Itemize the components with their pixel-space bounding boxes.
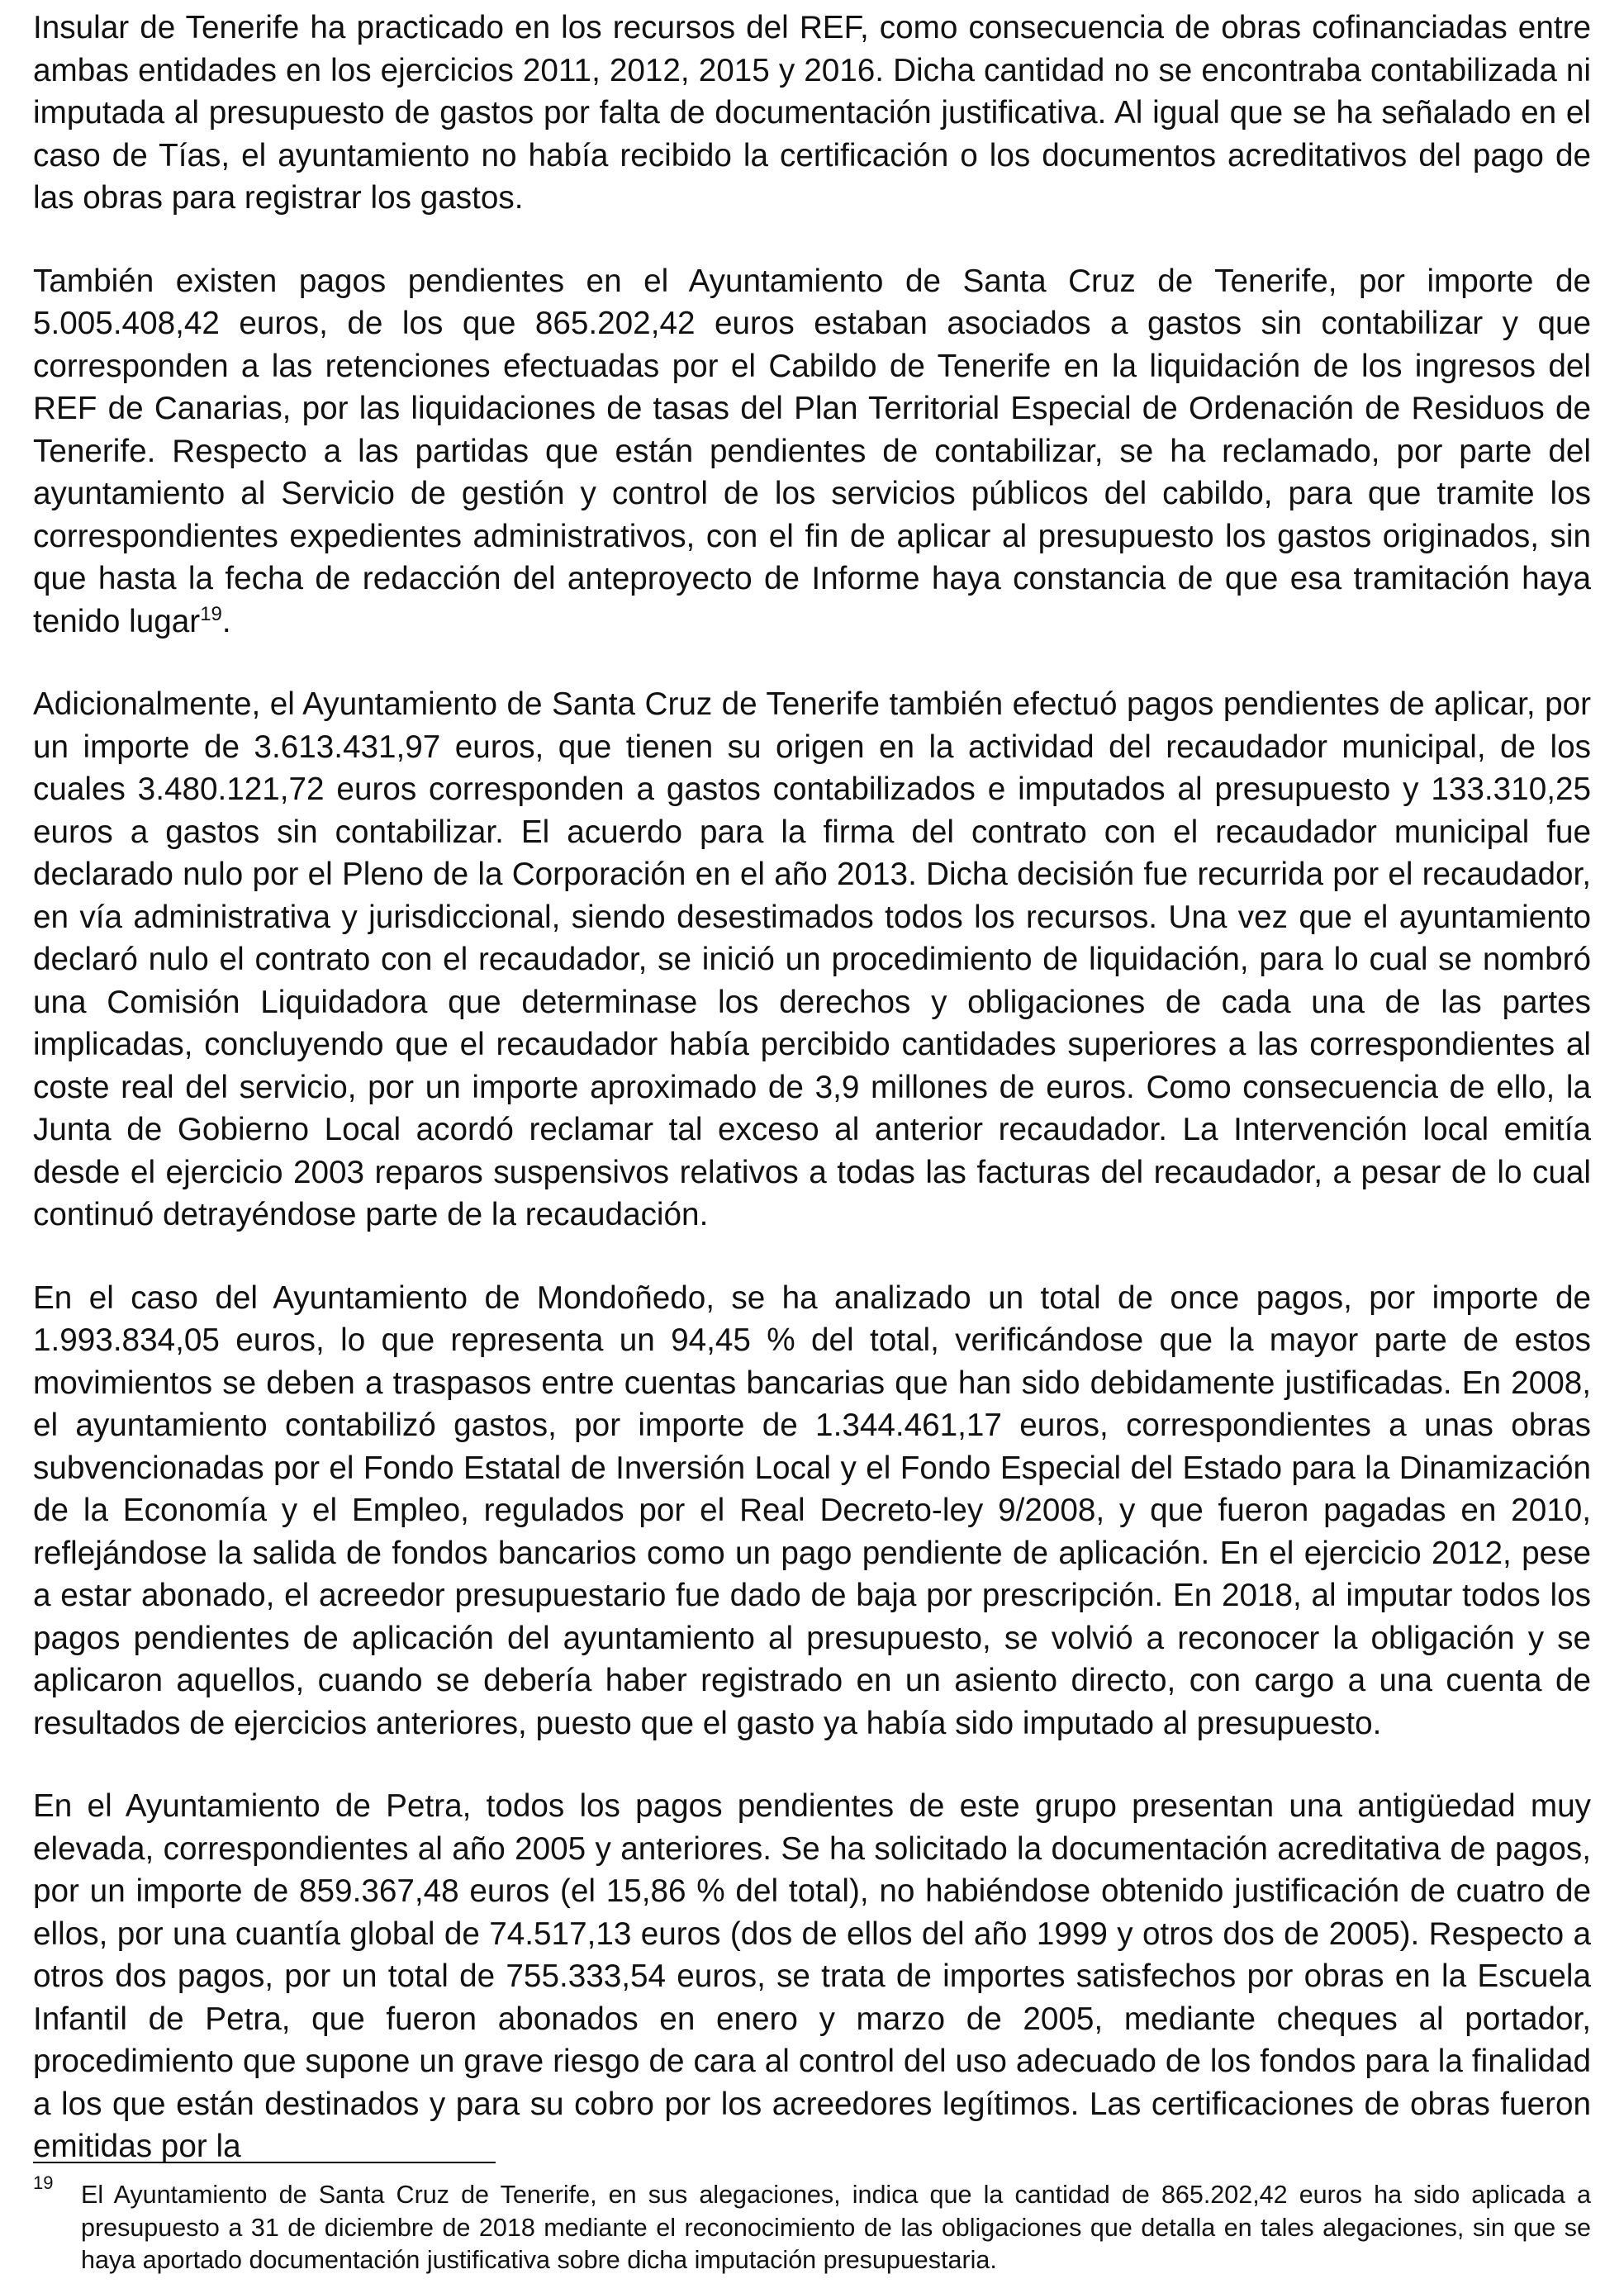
paragraph-text: Adicionalmente, el Ayuntamiento de Santa Cruz de Tenerife también efectuó pagos pendientes de aplicar, por un importe de 3.613.431,97 euros, que tienen su origen en la actividad del recaudador municipal, de los cuales 3.480.121,72 euros corresponden a gastos contabilizados e imputados al presupuesto y 133.310,25 euros a gastos sin contabilizar. El acuerdo para la firma del contrato con el recaudador municipal fue declarado nulo por el Pleno de la Corporación en el año 2013. Dicha decisión fue recurrida por el recaudador, en vía administrativa y jurisdiccional, siendo desestimados todos los recursos. Una vez que el ayuntamiento declaró nulo el contrato con el recaudador, se inició un procedimiento de liquidación, para lo cual se nombró una Comisión Liquidadora que determinase los derechos y obligaciones de cada una de las partes implicadas, concluyendo que el recaudador había percibido cantidades superiores a las correspondientes al coste real del servicio, por un importe aproximado de 3,9 millones de euros. Como consecuencia de ello, la Junta de Gobierno Local acordó reclamar tal exceso al anterior recaudador. La Intervención local emitía desde el ejercicio 2003 reparos suspensivos relativos a todas las facturas del recaudador, a pesar de lo cual continuó detrayéndose parte de la recaudación. [33, 686, 1591, 1232]
paragraph-text: También existen pagos pendientes en el Ayuntamiento de Santa Cruz de Tenerife, por importe de 5.005.408,42 euros, de los que 865.202,42 euros estaban asociados a gastos sin contabilizar y que corresponden a las retenciones efectuadas por el Cabildo de Tenerife en la liquidación de los ingresos del REF de Canarias, por las liquidaciones de tasas del Plan Territorial Especial de Ordenación de Residuos de Tenerife. Respecto a las partidas que están pendientes de contabilizar, se ha reclamado, por parte del ayuntamiento al Servicio de gestión y control de los servicios públicos del cabildo, para que tramite los correspondientes expedientes administrativos, con el fin de aplicar al presupuesto los gastos originados, sin que hasta la fecha de redacción del anteproyecto de Informe haya constancia de que esa tramitación haya tenido lugar [33, 263, 1591, 639]
footnote-number: 19 [33, 2172, 54, 2193]
paragraph-tenerife-ref [33, 7, 1591, 220]
paragraph-text: En el Ayuntamiento de Petra, todos los pagos pendientes de este grupo presentan una antigüedad muy elevada, correspondientes al año 2005 y anteriores. Se ha solicitado la documentación acreditativa de pagos, por un importe de 859.367,48 euros (el 15,86 % del total), no habiéndose obtenido justificación de cuatro de ellos, por una cuantía global de 74.517,13 euros (dos de ellos del año 1999 y otros dos de 2005). Respecto a otros dos pagos, por un total de 755.333,54 euros, se trata de importes satisfechos por obras en la Escuela Infantil de Petra, que fueron abonados en enero y marzo de 2005, mediante cheques al portador, procedimiento que supone un grave riesgo de cara al control del uso adecuado de los fondos para la finalidad a los que están destinados y para su cobro por los acreedores legítimos. Las certificaciones de obras fueron emitidas por la [33, 1788, 1591, 2164]
paragraph-mondonedo [33, 1277, 1591, 1745]
paragraph-santa-cruz-recaudador [33, 683, 1591, 1237]
footnote [33, 2172, 1591, 2277]
paragraph-text: Insular de Tenerife ha practicado en los recursos del REF, como consecuencia de obras cofinanciadas entre ambas entidades en los ejercicios 2011, 2012, 2015 y 2016. Dicha cantidad no se encontraba contabilizada ni imputada al presupuesto de gastos por falta de documentación justificativa. Al igual que se ha señalado en el caso de Tías, el ayuntamiento no había recibido la certificación o los documentos acreditativos del pago de las obras para registrar los gastos. [33, 10, 1591, 216]
footnote-separator [33, 2162, 496, 2163]
document-body [33, 7, 1591, 2209]
paragraph-santa-cruz-pending [33, 260, 1591, 643]
paragraph-tail: . [221, 603, 231, 639]
paragraph-text: En el caso del Ayuntamiento de Mondoñedo, se ha analizado un total de once pagos, por importe de 1.993.834,05 euros, lo que representa un 94,45 % del total, verificándose que la mayor parte de estos movimientos se deben a traspasos entre cuentas bancarias que han sido debidamente justificadas. En 2008, el ayuntamiento contabilizó gastos, por importe de 1.344.461,17 euros, correspondientes a unas obras subvencionadas por el Fondo Estatal de Inversión Local y el Fondo Especial del Estado para la Dinamización de la Economía y el Empleo, regulados por el Real Decreto-ley 9/2008, y que fueron pagadas en 2010, reflejándose la salida de fondos bancarios como un pago pendiente de aplicación. En el ejercicio 2012, pese a estar abonado, el acreedor presupuestario fue dado de baja por prescripción. En 2018, al imputar todos los pagos pendientes de aplicación del ayuntamiento al presupuesto, se volvió a reconocer la obligación y se aplicaron aquellos, cuando se debería haber registrado en un asiento directo, con cargo a una cuenta de resultados de ejercicios anteriores, puesto que el gasto ya había sido imputado al presupuesto. [33, 1279, 1591, 1741]
footnote-reference[interactable]: 19 [200, 602, 222, 625]
paragraph-petra [33, 1785, 1591, 2168]
footnote-text: El Ayuntamiento de Santa Cruz de Tenerife, en sus alegaciones, indica que la cantidad de 865.202,42 euros ha sido aplicada a presupuesto a 31 de diciembre de 2018 mediante el reconocimiento de las obligaciones que detalla en tales alegaciones, sin que se haya aportado documentación justificativa sobre dicha imputación presupuestaria. [81, 2181, 1591, 2274]
